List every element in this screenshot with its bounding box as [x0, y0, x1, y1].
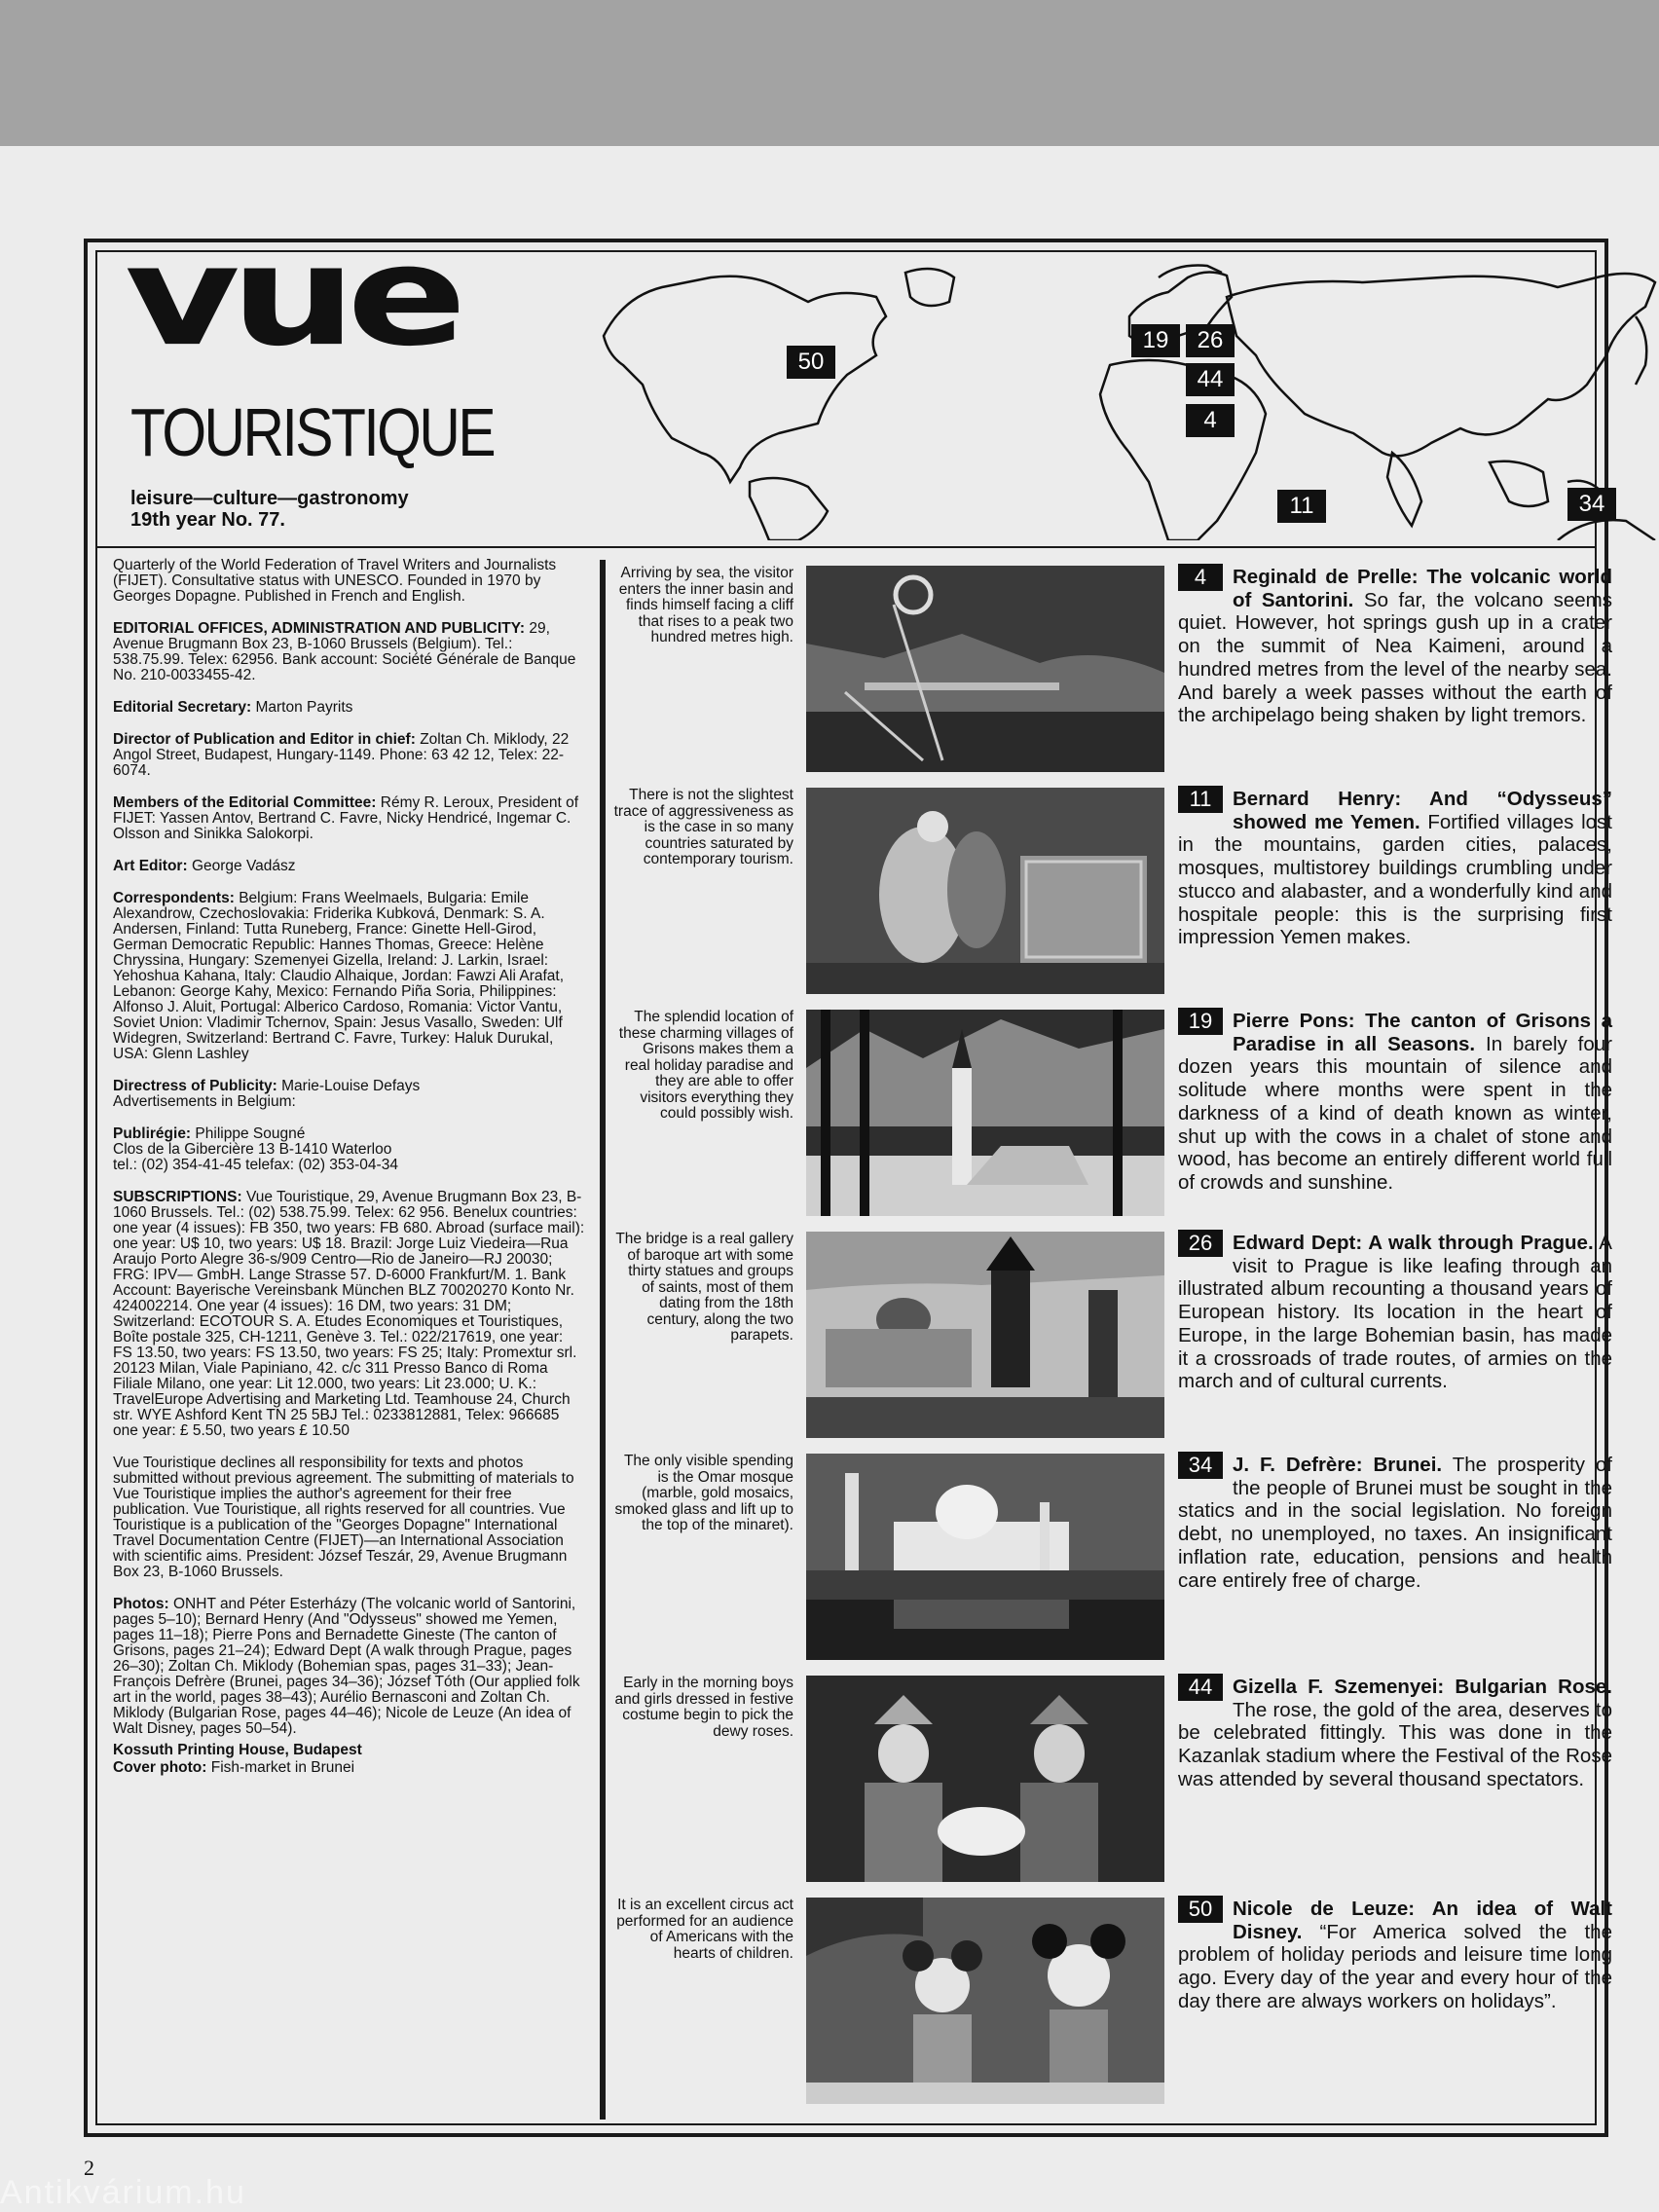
- article-body: So far, the volcano seems quiet. However, hot springs gush up in a crater on the summit of Nea Kaimeni, around a hundred metres from the level of the nearby sea. And barely a week passes without the earth of the archipelago being shaken by light tremors.: [1178, 588, 1613, 727]
- masthead-correspondents: Correspondents: Belgium: Frans Weelmaels, Bulgaria: Emile Alexandrow, Czechoslovakia: Friderika Kubková, Denmark: S. A. Andersen, Finland: Tutta Runeberg, France: Ginette Hell-Girod, German Democratic Republic: Hannes Thomas, Greece: Helène Chryssina, Hungary: Szemenyei Gizella, Ireland: J. Larkin, Israel: Yehoshua Kahana, Italy: Claudio Alhaique, Jordan: Fawzi Ali Arafat, Lebanon: George Kahy, Mexico: Fernando Piña Soria, Philippines: Alfonso J. Aluit, Portugal: Alberico Cardoso, Romania: Victor Vantu, Soviet Union: Vladimir Tchernov, Spain: Jesus Vasallo, Sweden: Ulf Widegren, Switzerland: Bertrand C. Favre, Turkey: Haluk Durukal, USA: Glenn Lashley: [113, 890, 565, 1062]
- tagline-line2: 19th year No. 77.: [130, 509, 285, 531]
- map-badge-44: 44: [1186, 363, 1235, 396]
- article-text: [1178, 1454, 1612, 1592]
- photo-bulgarian-rose: [806, 1676, 1164, 1882]
- article-number-badge: 19: [1178, 1008, 1223, 1035]
- article-caption: Early in the morning boys and girls dressed in festive costume begin to pick the dewy roses.: [614, 1675, 793, 1740]
- watermark: Antikvárium.hu: [0, 2174, 246, 2211]
- article-number-badge: 34: [1178, 1452, 1223, 1479]
- article-text: [1178, 566, 1612, 727]
- photo-bulgarian-rose-image: [806, 1676, 1164, 1882]
- photo-yemen-image: [806, 788, 1164, 994]
- article-title: Nicole de Leuze: An idea of Walt Disney.: [1233, 1898, 1612, 1943]
- tagline-line1: leisure—culture—gastronomy: [130, 488, 409, 509]
- article-number-badge: 11: [1178, 786, 1223, 813]
- article-body: The prosperity of the people of Brunei must be sought in the statics and in the social legislation. No foreign debt, no unemployed, no taxes. An insignificant inflation rate, education, pensions and health care entirely free of charge.: [1178, 1454, 1612, 1592]
- photo-brunei-image: [806, 1454, 1164, 1660]
- photo-prague-image: [806, 1232, 1164, 1438]
- article-caption: There is not the slightest trace of aggressiveness as is the case in so many countries saturated by contemporary tourism.: [613, 787, 793, 867]
- article-number-badge: 4: [1178, 564, 1223, 591]
- map-badge-19: 19: [1131, 324, 1180, 357]
- article-number-badge: 44: [1178, 1674, 1223, 1701]
- masthead-photos: Photos: ONHT and Péter Esterházy (The volcanic world of Santorini, pages 5–10); Bernard Henry (And "Odysseus" showed me Yemen, pages 11–18); Pierre Pons and Bernadette Gineste (The canton of Grisons, pages 21–24); Edward Dept (A walk through Prague, pages 26–30); Zoltan Ch. Miklody (Bohemian spas, pages 31–33); Jean-François Defrère (Brunei, pages 34–36); József Tóth (Our applied folk art in the world, pages 38–43); Aurélio Bernasconi and Zoltan Ch. Miklody (Bulgarian Rose, pages 44–46); Nicole de Leuze (An idea of Walt Disney, pages 50–54).: [113, 1596, 580, 1737]
- header: [97, 215, 1605, 548]
- photo-walt-disney: [806, 1898, 1164, 2104]
- photo-prague: [806, 1232, 1164, 1438]
- masthead-cover: Cover photo: Fish-market in Brunei: [113, 1759, 355, 1776]
- masthead-offices: EDITORIAL OFFICES, ADMINISTRATION AND PUBLICITY: 29, Avenue Brugmann Box 23, B-1060 Brussels (Belgium). Tel.: 538.75.99. Telex: 62956. Bank account: Société Générale de Banque No. 210-0033455-42.: [113, 620, 576, 683]
- article-number-badge: 50: [1178, 1896, 1223, 1923]
- masthead-disclaimer: Vue Touristique declines all responsibility for texts and photos submitted without previous agreement. The submitting of materials to Vue Touristique implies the author's agreement for their free publication. Vue Touristique, all rights reserved for all countries. Vue Touristique is a publication of the "Georges Dopagne" International Travel Documentation Centre (FIJET)—an International Association with scientific aims. President: József Teszár, 29, Avenue Brugmann Box 23, B-1060 Brussels.: [113, 1455, 574, 1580]
- tagline: [130, 488, 409, 531]
- map-badge-50: 50: [787, 346, 835, 379]
- article-title: Reginald de Prelle: The volcanic world of Santorini.: [1233, 566, 1612, 611]
- masthead-director: Director of Publication and Editor in chief: Zoltan Ch. Miklody, 22 Angol Street, Budapest, Hungary-1149. Phone: 63 42 12, Telex: 22-6074.: [113, 731, 570, 779]
- masthead-art-editor: Art Editor: George Vadász: [113, 858, 296, 874]
- masthead-column: [113, 558, 586, 1792]
- article-caption: It is an excellent circus act performed for an audience of Americans with the hearts of children.: [616, 1897, 793, 1962]
- article-body: The rose, the gold of the area, deserves to be celebrated fittingly. This was done in the Kazanlak stadium where the Festival of the Rose was attended by several thousand spectators.: [1178, 1698, 1612, 1790]
- article-caption: Arriving by sea, the visitor enters the inner basin and finds himself facing a cliff that rises to a peak two hundred metres high.: [618, 565, 793, 645]
- logo-vue: vue: [125, 215, 458, 377]
- article-title: Pierre Pons: The canton of Grisons a Paradise in all Seasons.: [1233, 1010, 1612, 1055]
- masthead-printing: Kossuth Printing House, Budapest: [113, 1742, 362, 1758]
- article-body: Fortified villages lost in the mountains, garden cities, palaces, mosques, multistorey buildings crumbling under stucco and alabaster, and a wonderfully kind and hospitale people: this is the surprising first impression Yemen makes.: [1178, 810, 1612, 949]
- article-caption: The bridge is a real gallery of baroque art with some thirty statues and groups of saints, most of them dating from the 18th century, along the two parapets.: [615, 1231, 793, 1344]
- article-caption: The splendid location of these charming villages of Grisons makes them a real holiday paradise and they are able to offer visitors everything they could possibly wish.: [618, 1009, 793, 1122]
- article-text: [1178, 1898, 1612, 2013]
- article-title: J. F. Defrère: Brunei.: [1233, 1454, 1443, 1476]
- article-text: [1178, 788, 1612, 949]
- masthead-committee: Members of the Editorial Committee: Rémy R. Leroux, President of FIJET: Yassen Antov, Bertrand C. Favre, Nicky Hendricé, Ingemar C. Olsson and Sinikka Salokorpi.: [113, 794, 579, 842]
- map-badge-34: 34: [1567, 488, 1616, 521]
- photo-santorini-image: [806, 566, 1164, 772]
- magazine-page: [0, 146, 1659, 2212]
- page-frame-inner: [95, 215, 1613, 2125]
- page-number: 2: [84, 2156, 94, 2180]
- photo-grisons-image: [806, 1010, 1164, 1216]
- page-frame: [84, 215, 1613, 2137]
- map-badge-4: 4: [1186, 404, 1235, 437]
- article-title: Edward Dept: A walk through Prague.: [1233, 1232, 1594, 1254]
- article-title: Gizella F. Szemenyei: Bulgarian Rose.: [1233, 1676, 1612, 1698]
- photo-grisons: [806, 1010, 1164, 1216]
- article-body: “For America solved the the problem of holiday periods and leisure time long ago. Every day of the year and every hour of the day there are always workers on holidays”.: [1178, 1920, 1612, 2012]
- column-divider: [600, 560, 606, 2120]
- article-body: A visit to Prague is like leafing through an illustrated album recounting a thousand years of European history. Its location in the heart of Europe, in the large Bohemian basin, has made it a crossroads of trade routes, of armies on the march and of cultural currents.: [1178, 1232, 1612, 1393]
- article-title: Bernard Henry: And “Odysseus” showed me Yemen.: [1233, 788, 1612, 833]
- world-map: [584, 258, 1659, 540]
- photo-walt-disney-image: [806, 1898, 1164, 2104]
- map-badge-11: 11: [1277, 490, 1326, 523]
- photo-yemen: [806, 788, 1164, 994]
- photo-santorini: [806, 566, 1164, 772]
- article-text: [1178, 1232, 1612, 1393]
- logo-touristique: TOURISTIQUE: [130, 394, 495, 470]
- masthead-intro: Quarterly of the World Federation of Travel Writers and Journalists (FIJET). Consultative status with UNESCO. Founded in 1970 by Georges Dopagne. Published in French and English.: [113, 557, 557, 605]
- masthead-secretary: Editorial Secretary: Marton Payrits: [113, 699, 353, 716]
- article-caption: The only visible spending is the Omar mosque (marble, gold mosaics, smoked glass and lift up to the top of the minaret).: [614, 1453, 793, 1533]
- map-badge-26: 26: [1186, 324, 1235, 357]
- masthead-publicity: Directress of Publicity: Marie-Louise Defays Advertisements in Belgium:: [113, 1078, 421, 1110]
- masthead-subscriptions: SUBSCRIPTIONS: Vue Touristique, 29, Avenue Brugmann Box 23, B-1060 Brussels. Tel.: (02) 538.75.99. Telex: 62 956. Benelux countries: one year (4 issues): FB 350, two years: FB 680. Abroad (surface mail): one year: U$ 10, two years: U$ 18. Brazil: Jorge Luiz Viedeira—Rua Araujo Porto Alegre 36-s/909 Centro—Rio de Janeiro—RJ 20030; FRG: IPV— GmbH. Lange Strasse 57. D-6000 Frankfurt/M. 1. Bank Account: Bayerische Vereinsbank München BLZ 70020270 Konto Nr. 424002214. One year (4 issues): 16 DM, two years: 31 DM; Switzerland: ECOTOUR S. A. Etudes Economiques et Touristiques, Boîte postale 325, CH-1211, Genève 3. Tel.: 022/217619, one year: FS 13.50, two years: FS 13.50, two years: FS 25; Italy: Promextur srl. 20123 Milan, Viale Papiniano, 42. c/c 311 Presso Banco di Roma Filiale Milano, one year: Lit 12.000, two years: Lit 23.000; U. K.: TravelEurope Advertising and Marketing Ltd. Teamhouse 24, Church str. WYE Ashford Kent TN 25 5BJ Tel.: 0233812881, Telex: 966685 one year: £ 5.50, two years £ 10.50: [113, 1189, 585, 1439]
- photo-brunei: [806, 1454, 1164, 1660]
- masthead-publiregie: Publirégie: Philippe Sougné Clos de la Gibercière 13 B-1410 Waterloo tel.: (02) 354-41-45 telefax: (02) 353-04-34: [113, 1125, 398, 1173]
- article-number-badge: 26: [1178, 1230, 1223, 1257]
- article-body: In barely four dozen years this mountain of silence and solitude where months were spent in the darkness of a kind of death known as winter, shut up with the cows in a chalet of stone and wood, has become an entirely different world full of crowds and sunshine.: [1178, 1032, 1612, 1194]
- article-text: [1178, 1010, 1612, 1195]
- world-map-outline: [584, 258, 1659, 540]
- article-text: [1178, 1676, 1612, 1791]
